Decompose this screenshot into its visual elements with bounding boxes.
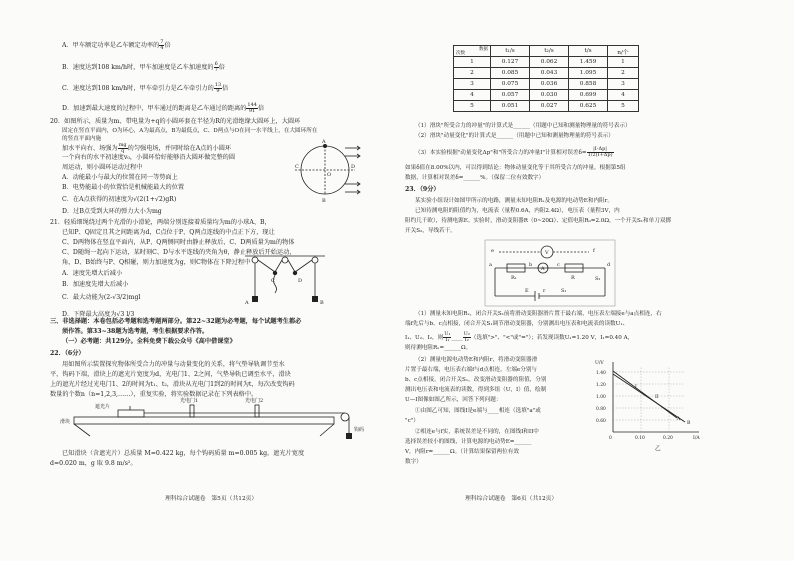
graph-ytick: 1.40	[596, 371, 606, 376]
label-b: b	[529, 262, 533, 268]
table-cell: 5	[608, 101, 639, 112]
table-cell: 1.459	[569, 57, 608, 68]
svg-text:B: B	[320, 300, 324, 306]
label-s1: S₁	[561, 288, 567, 294]
table-row	[454, 57, 639, 68]
q20-line: 固定在竖直平面内，O为环心，A为最高点，B为最低点，C、D两点与O在同一水平线上，在大圆环所在的竖直平面内施	[62, 128, 318, 142]
table-corner-cell: 数据 次数	[454, 46, 491, 57]
table-cell: 0.057	[491, 90, 530, 101]
label-gate1: 光电门1	[180, 398, 199, 404]
graph-line-label: A	[677, 417, 681, 422]
q21-line: 已知P、Q固定且其之间距离为d，C点位于P、Q两点连线的中点正下方，现让	[62, 229, 275, 236]
table-cell: 0.062	[530, 57, 569, 68]
label-rheostat: R	[571, 275, 575, 281]
q22-tail-line: d=0.020 m，g 取 9.8 m/s²。	[50, 460, 137, 467]
q23-part-line: ②相连e与f实，系统误差是不同的，在图线I和II中	[415, 429, 539, 435]
table-header-row	[454, 46, 639, 57]
table-cell: 0.051	[491, 101, 530, 112]
graph-line-label: I	[635, 385, 637, 390]
q23-part-line: 则待测电阻Rₓ=______Ω。	[405, 345, 472, 351]
q22-conclusion: 如果δ值在8.00%以内，可以得到结论：物体动量变化等于其所受合力的冲量。根据第5组	[405, 165, 626, 171]
table-cell: 1	[608, 57, 639, 68]
table-cell: 0.858	[569, 79, 608, 90]
label-f: f	[593, 248, 595, 254]
q23-part-line: 选择误差较小的图线，计算电源的电动势E=______	[405, 439, 532, 445]
q20-option-b: B．电势能最小的位置恰是机械能最大的位置	[62, 184, 185, 191]
table-cell: 4	[608, 90, 639, 101]
q22-line: 数量的个数n（n=1,2,3,……），重复实验，将实验数据记录在下列表格中。	[50, 391, 258, 398]
section3-line: （一）必考题：共129分。全科免费下载公众号《高中借课堂》	[62, 338, 236, 345]
table-cell: 0.699	[569, 90, 608, 101]
q23-line: 某实验小组设计如图甲所示的电路，测量未知电阻Rₓ及电源的电动势E和内阻r。	[415, 198, 613, 204]
q23-part-line: （2）测量电源电动势E和内阻r，将滑动变阻器滑	[415, 357, 538, 363]
graph-xtick: 0.10	[635, 436, 645, 441]
label-shutter: 遮光片	[95, 404, 111, 410]
graph-xtick: 0.20	[663, 436, 673, 441]
table-row	[454, 101, 639, 112]
q22-part2: （2）滑块"动量变化"的计算式是______（用题中已知和测量物理量的符号表示）	[415, 133, 614, 139]
q21-line: C、D随绳一起向下运动，某时刻C、D与水平连线的夹角为θ，静止释放后开始运动，	[62, 249, 296, 256]
q20-line: 加水平向右、场强为 $\frac{mg}{q}$ 的匀强电场，并同时给在A点的小圆环	[62, 142, 232, 154]
table-row	[454, 68, 639, 79]
graph-ytick: 1.00	[596, 395, 606, 400]
table-cell: 5	[454, 101, 491, 112]
q23-part-line: 数字）	[405, 459, 422, 465]
label-ammeter: A	[541, 266, 545, 272]
q22-tail-line: 已知滑块（含遮光片）总质量 M=0.422 kg，每个钩码质量 m=0.005 kg，遮光片宽度	[62, 450, 305, 457]
table-row	[454, 79, 639, 90]
q22-line: 上的遮光片经过光电门1、2的时间为t₁、t₂，滑块从光电门1到2的时间为t，每次改变钩码	[50, 381, 295, 388]
svg-text:D: D	[298, 278, 303, 284]
q21-option-d: D．下降最大高度为√3 l/3	[62, 311, 135, 318]
label-e: e	[491, 248, 494, 254]
q23-part-line: ①由图乙可知，图线I是e端与____相连（选填"a"或	[415, 408, 541, 414]
q20-line: 20．如图所示，质量为m、带电量为+q的小圆环套在半径为R的光滑绝缘大圆环上，大圆环	[50, 118, 301, 125]
graph-xtick: 0	[609, 436, 612, 441]
table-cell: 0.043	[530, 68, 569, 79]
svg-text:C: C	[295, 164, 299, 170]
graph-ytick: 1.20	[596, 383, 606, 388]
q21-line: 21．轻质细绳绕过两个光滑的小滑轮，两端分别连接着质量均为m的小球A、B，	[50, 219, 271, 226]
table-cell: 1	[454, 57, 491, 68]
q23-part-line: （1）测量未知电阻Rₓ，闭合开关S₁前将滑动变阻器滑片置于最右端，电压表左端接e与a点相连，右	[415, 311, 662, 317]
svg-text:A: A	[245, 300, 249, 306]
table-header-cell: t₂/s	[530, 46, 569, 57]
q19-option-a: A．甲车额定功率是乙车额定功率的 $\frac{7}{4}$ 倍	[62, 39, 171, 51]
label-voltmeter: V	[545, 250, 549, 256]
svg-text:D: D	[351, 164, 356, 170]
svg-text:A: A	[322, 139, 326, 145]
table-cell: 0.030	[530, 90, 569, 101]
table-row	[454, 90, 639, 101]
table-cell: 0.036	[530, 79, 569, 90]
q21-option-c: C．最大动能为(2-√3/2)mgl	[62, 294, 141, 301]
q21-option-b: B．加速度先增大后减小	[62, 281, 129, 288]
q23-part-line: b、c点相接，闭合开关S₁，改变滑动变阻器的阻值，分别	[405, 377, 547, 383]
label-d: d	[607, 262, 611, 268]
page-footer-left: 理科综合试题卷 第5页（共12页）	[165, 496, 258, 502]
table-cell: 3	[454, 79, 491, 90]
graph-xlabel: I/A	[693, 436, 700, 441]
q23-part-line: "c"）	[405, 418, 419, 424]
q21-line: 角，D、B始终与P、Q相碰，则力加速度为g，则C物体在下降过程中	[62, 259, 251, 266]
q20-line: 一个向右的水平初速度v₀，小圆环恰好能够沿大圆环做完整的圆	[62, 154, 236, 161]
graph-line-label: II	[655, 395, 659, 400]
graph-line-label: B	[687, 421, 691, 426]
q22-line: 用如图所示装置探究物体所受合力的冲量与动量变化的关系，将气垫导轨调节至水	[62, 361, 285, 368]
table-cell: 0.075	[491, 79, 530, 90]
q23-line: 开关S₂，导线若干。	[405, 228, 456, 234]
q20-line: 周运动，则小圆环运动过程中	[62, 164, 143, 171]
graph-ylabel: U/V	[595, 361, 604, 366]
q23-part-line: 测出电压表和电流表的读数，得到多组（U，I）值，绘制	[405, 387, 547, 393]
label-c: c	[557, 262, 560, 268]
q23-line: 阻约几千欧），待测电源E。实验时，滑动变阻器R（0~20Ω）、定值电阻R₀=2.0Ω，一个开关S₁和单刀双掷	[405, 218, 672, 224]
page-footer-right: 理科综合试题卷 第6页（共12页）	[465, 496, 558, 502]
table-cell: 4	[454, 90, 491, 101]
q22-conclusion: 数据，计算相对误差δ=______%。（保留二位有效数字）	[405, 175, 545, 181]
q23-part-line: U—I图像如图乙所示，回答下列问题：	[405, 397, 502, 403]
q22-line: 平，钩码下端，滑块上的遮光片宽度为d，光电门1、2之间，气垫导轨已调至水平，滑块	[50, 371, 291, 378]
graph-ytick: 0.60	[596, 419, 606, 424]
q23-line: 已知待测电阻的阻值约为，电流表（量程0.6A，内阻2.4Ω），电压表（量程3V，内	[415, 208, 620, 214]
table-header-cell: t₁/s	[491, 46, 530, 57]
graph-caption: 乙	[655, 446, 661, 452]
q20-ring-figure	[285, 140, 365, 202]
q20-option-a: A．动能最小与最大的位置在同一等势面上	[62, 174, 178, 181]
q21-option-a: A．速度先增大后减小	[62, 270, 123, 277]
table-cell: 1.095	[569, 68, 608, 79]
q22-part3: （3）本实验根据"动量变化Δp"和"所受合力的冲量I"计算相对误差δ= $\frac{|I-\Delta p|}{1/2(I+\Delta p)}$	[415, 146, 613, 158]
svg-text:C: C	[271, 278, 275, 284]
table-cell: 0.085	[491, 68, 530, 79]
q22-heading: 22．（6分）	[50, 350, 85, 357]
label-slider: 滑块	[60, 419, 71, 425]
table-header-cell: t/s	[569, 46, 608, 57]
label-internal-r: r	[543, 288, 546, 294]
q20-option-d: D．过B点受到大环的弹力大小为mg	[62, 208, 162, 215]
q20-option-c: C．在A点获得的初速度为√(2(1+√2)gR)	[62, 196, 177, 203]
graph-ytick: 0.80	[596, 407, 606, 412]
q23-part-line: 端f先后与b、c点相接，闭合开关S₁调节滑动变阻器，分别测出电压表和电流表的读数U₁、	[405, 321, 629, 327]
table-cell: 0.027	[530, 101, 569, 112]
q23-part-line: I₁、U₂、I₂，则 $\frac{\text{U₁}}{\text{I₁}}$ ____ $\frac{\text{U₂}}{\text{I₂}}$ （选填">"、"<"或"="）；若发现读数U₁=1.20 V，I₁=0.40 A，	[405, 331, 634, 343]
q23-ui-graph	[595, 358, 705, 443]
q22-part1: （1）滑块"所受合力的冲量"的计算式是______（用题中已知和测量物理量的符号表示）	[415, 123, 631, 129]
left-column	[40, 0, 395, 561]
svg-text:B: B	[322, 198, 326, 204]
table-cell: 2	[454, 68, 491, 79]
label-r1: R₁	[511, 275, 517, 281]
q23-circuit-figure	[485, 240, 615, 306]
q23-heading: 23．（9分）	[405, 186, 440, 193]
label-a: a	[489, 262, 492, 268]
q19-option-d: D．加速到最大速度的过程中，甲车通过的距离是乙车通过的距离的 $\frac{144}{91}$ 倍	[62, 102, 265, 114]
table-cell: 0.127	[491, 57, 530, 68]
table-cell: 2	[608, 68, 639, 79]
q21-pulley-figure	[245, 252, 325, 308]
svg-text:O: O	[327, 172, 332, 178]
label-gate2: 光电门2	[245, 398, 264, 404]
table-cell: 3	[608, 79, 639, 90]
q23-part-line: V，内阻r=______Ω。（计算结果保留两位有效	[405, 449, 519, 455]
table-header-cell: n/个	[608, 46, 639, 57]
q21-line: C、D两物体在竖直平面内，从P、Q两侧同时由静止释放后，C、D两质量为m的物体	[62, 239, 295, 246]
section3-line: 须作答。第33~38题为选考题，考生根据要求作答。	[62, 328, 209, 335]
label-s2: S₂	[595, 276, 601, 282]
label-emf: E	[525, 288, 529, 294]
q19-option-c: C．速度达到108 km/h时，甲车牵引力是乙车牵引力的 $\frac{13}{9}$ 倍	[62, 82, 229, 94]
label-hook: 钩码	[354, 427, 365, 433]
table-cell: 0.625	[569, 101, 608, 112]
right-column	[405, 0, 760, 561]
section3-heading: 三、非选择题：本卷包括必考题和选考题两部分。第22~32题为必考题，每个试题考生都必	[50, 318, 302, 325]
q23-part-line: 片置于最右端，电压表右端f与d点相连，左端e分别与	[405, 367, 538, 373]
q22-air-track-figure	[60, 398, 370, 441]
q19-option-b: B．速度达到108 km/h时，甲车加速度是乙车加速度的 $\frac{6}{7}$ 倍	[62, 61, 225, 73]
q22-data-table	[453, 45, 639, 112]
